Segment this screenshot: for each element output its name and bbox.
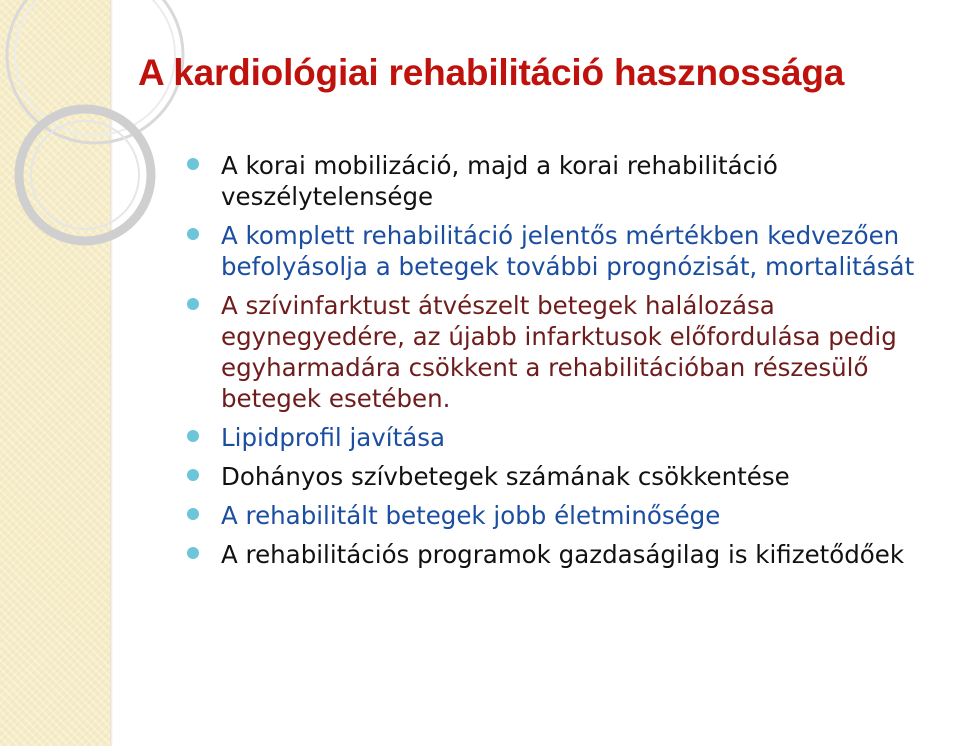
bullet-dot-icon <box>187 469 199 481</box>
slide-title: A kardiológiai rehabilitáció hasznossága <box>138 52 845 93</box>
bullet-text: Dohányos szívbetegek számának csökkentése <box>221 462 790 491</box>
bullet-dot-icon <box>187 158 199 170</box>
bullet-item-complete-rehabilitation <box>185 220 935 282</box>
bullet-dot-icon <box>187 547 199 559</box>
bullet-text: A rehabilitált betegek jobb életminősége <box>221 501 721 530</box>
bullet-text: A komplett rehabilitáció jelentős mértékben kedvezően befolyásolja a betegek további prognózisát, mortalitását <box>221 221 915 281</box>
bullet-item-cost-effectiveness <box>185 539 935 570</box>
bullet-dot-icon <box>187 298 199 310</box>
bullet-text: A korai mobilizáció, majd a korai rehabilitáció veszélytelensége <box>221 151 778 211</box>
bullet-dot-icon <box>187 228 199 240</box>
bullet-item-early-mobilization <box>185 150 935 212</box>
bullet-text: A rehabilitációs programok gazdaságilag is kifizetődőek <box>221 540 905 569</box>
bullet-dot-icon <box>187 508 199 520</box>
bullet-item-quality-of-life <box>185 500 935 531</box>
bullet-item-mortality-reduction <box>185 290 935 414</box>
bullet-item-lipid-profile <box>185 422 935 453</box>
bullet-text: Lipidprofil javítása <box>221 423 445 452</box>
bullet-item-smoking-reduction <box>185 461 935 492</box>
bullet-text: A szívinfarktust átvészelt betegek halálozása egynegyedére, az újabb infarktusok előfordulása pedig egyharmadára csökkent a rehabilitációban részesülő betegek esetében. <box>221 291 897 413</box>
bullet-dot-icon <box>187 430 199 442</box>
bullet-list <box>185 150 935 578</box>
